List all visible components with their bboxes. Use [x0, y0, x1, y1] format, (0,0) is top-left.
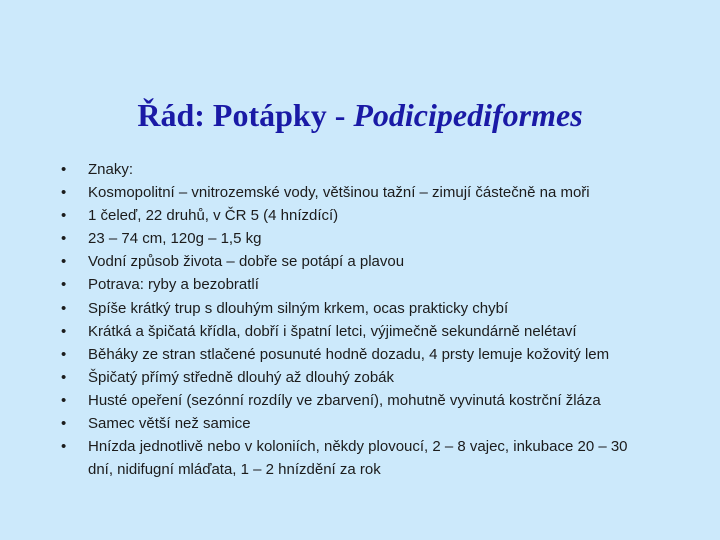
- bullet-icon: •: [61, 276, 67, 294]
- bullet-text: Běháky ze stran stlačené posunuté hodně dozadu, 4 prsty lemuje kožovitý lem: [88, 345, 610, 363]
- bullet-item: [52, 389, 652, 412]
- bullet-text: 23 – 74 cm, 120g – 1,5 kg: [88, 230, 262, 248]
- bullet-item: [52, 320, 652, 343]
- bullet-item: [52, 158, 652, 181]
- bullet-text: 1 čeleď, 22 druhů, v ČR 5 (4 hnízdící): [88, 207, 339, 225]
- bullet-item: [52, 366, 652, 389]
- bullet-text: Špičatý přímý středně dlouhý až dlouhý zobák: [88, 368, 394, 386]
- bullet-icon: •: [61, 368, 67, 386]
- bullet-icon: •: [61, 391, 67, 409]
- bullet-icon: •: [61, 322, 67, 340]
- bullet-icon: •: [61, 207, 67, 225]
- bullet-text: Vodní způsob života – dobře se potápí a plavou: [88, 253, 405, 271]
- bullet-item: [52, 297, 652, 320]
- bullet-item: [52, 435, 652, 481]
- bullet-item: [52, 227, 652, 250]
- slide-title-latin: Podicipediformes: [353, 97, 583, 134]
- bullet-text: Hnízda jednotlivě nebo v koloniích, někdy plovoucí, 2 – 8 vajec, inkubace 20 – 30 dní, nidifugní mláďata, 1 – 2 hnízdění za rok: [88, 438, 628, 479]
- bullet-icon: •: [61, 253, 67, 271]
- bullet-text: Potrava: ryby a bezobratlí: [88, 276, 259, 294]
- bullet-text: Krátká a špičatá křídla, dobří i špatní letci, výjimečně sekundárně nelétaví: [88, 322, 577, 340]
- bullet-item: [52, 204, 652, 227]
- bullet-item: [52, 412, 652, 435]
- bullet-item: [52, 250, 652, 273]
- bullet-icon: •: [61, 299, 67, 317]
- bullet-icon: •: [61, 415, 67, 433]
- bullet-icon: •: [61, 184, 67, 202]
- bullet-item: [52, 343, 652, 366]
- slide-title: [0, 95, 720, 135]
- bullet-icon: •: [61, 438, 67, 456]
- bullet-text: Kosmopolitní – vnitrozemské vody, většinou tažní – zimují částečně na moři: [88, 184, 590, 202]
- bullet-item: [52, 273, 652, 296]
- bullet-text: Husté opeření (sezónní rozdíly ve zbarvení), mohutně vyvinutá kostrční žláza: [88, 391, 601, 409]
- bullet-text: Samec větší než samice: [88, 415, 251, 433]
- bullet-icon: •: [61, 345, 67, 363]
- bullet-icon: •: [61, 230, 67, 248]
- bullet-list: [52, 158, 652, 481]
- bullet-item: [52, 181, 652, 204]
- bullet-text: Znaky:: [88, 161, 134, 178]
- bullet-text: Spíše krátký trup s dlouhým silným krkem, ocas prakticky chybí: [88, 299, 509, 317]
- slide-title-main: Řád: Potápky -: [137, 97, 354, 134]
- bullet-icon: •: [61, 161, 67, 178]
